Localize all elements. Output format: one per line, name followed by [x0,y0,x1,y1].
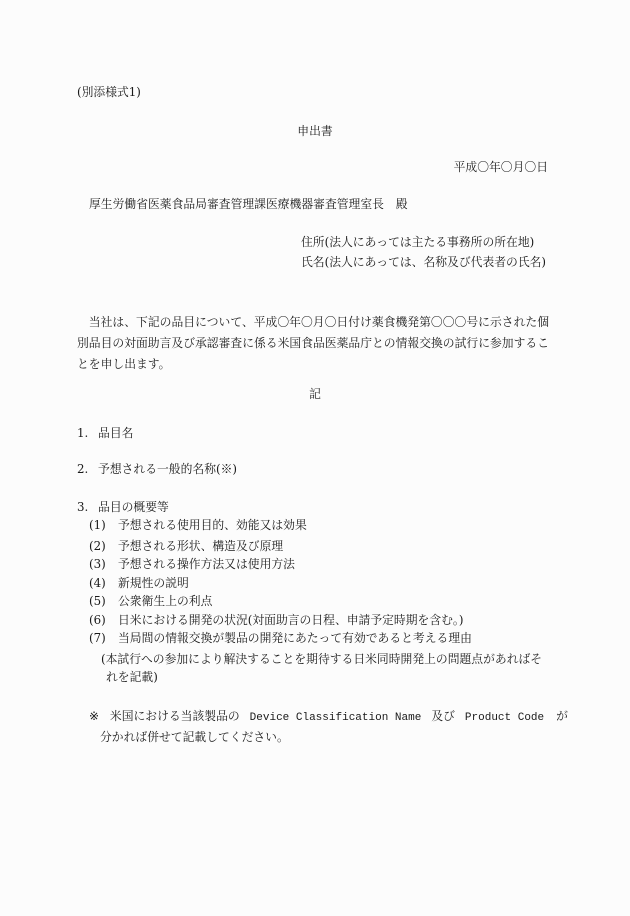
section-number: 2. [77,462,89,476]
subitem [89,613,463,627]
applicant-address-label: 住所(法人にあっては主たる事務所の所在地) [301,235,535,249]
subitem7-note-line: (本試行への参加により解決することを期待する日米同時開発上の問題点があればそ [101,652,543,666]
section-label: 品目の概要等 [98,500,169,514]
subitem-number: (4) [89,576,106,590]
section-item [77,426,133,440]
section-label: 品目名 [98,426,134,440]
subitem [89,631,472,645]
addressee: 厚生労働省医薬食品局審査管理課医療機器審査管理室長 殿 [89,197,408,211]
body-paragraph-line: 別品目の対面助言及び承認審査に係る米国食品医薬品庁との情報交換の試行に参加するこ [77,336,549,350]
date: 平成〇年〇月〇日 [453,160,548,174]
subitem [89,576,189,590]
form-label: (別添様式1) [77,85,141,99]
subitem [89,518,307,532]
subitem-number: (3) [89,557,106,571]
footnote-text: 米国における当該製品の [109,709,240,723]
subitem-number: (2) [89,539,106,553]
subitem [89,539,283,553]
subitem7-note-line: れを記載) [106,670,158,684]
section-label: 予想される一般的名称(※) [98,462,237,476]
document-title: 申出書 [297,124,333,138]
footnote-conjunction: 及び [431,709,455,723]
section-number: 3. [77,500,89,514]
subitem-label: 公衆衛生上の利点 [118,594,213,608]
ki-heading: 記 [309,387,321,401]
body-paragraph-line: とを申し出ます。 [77,357,171,371]
reference-mark-icon: ※ [89,709,99,723]
section-number: 1. [77,426,89,440]
subitem [89,557,295,571]
subitem [89,594,212,608]
subitem-number: (7) [89,631,106,645]
subitem-number: (5) [89,594,106,608]
subitem-label: 予想される使用目的、効能又は効果 [118,518,307,532]
subitem-label: 予想される形状、構造及び原理 [118,539,284,553]
subitem-label: 日米における開発の状況(対面助言の日程、申請予定時期を含む。) [118,613,464,627]
footnote-line-1 [89,709,568,723]
term-product-code: Product Code [464,712,545,724]
section-item [77,462,237,476]
subitem-number: (6) [89,613,106,627]
subitem-number: (1) [89,518,106,532]
footnote-line-2: 分かれば併せて記載してください。 [100,730,289,744]
footnote-text: が [556,709,568,723]
subitem-label: 新規性の説明 [118,576,189,590]
section-item [77,500,169,514]
term-device-classification-name: Device Classification Name [249,712,422,724]
subitem-label: 当局間の情報交換が製品の開発にあたって有効であると考える理由 [118,631,472,645]
body-paragraph-line: 当社は、下記の品目について、平成〇年〇月〇日付け薬食機発第〇〇〇号に示された個 [77,315,549,329]
applicant-name-label: 氏名(法人にあっては、名称及び代表者の氏名) [301,255,547,269]
subitem-label: 予想される操作方法又は使用方法 [118,557,295,571]
